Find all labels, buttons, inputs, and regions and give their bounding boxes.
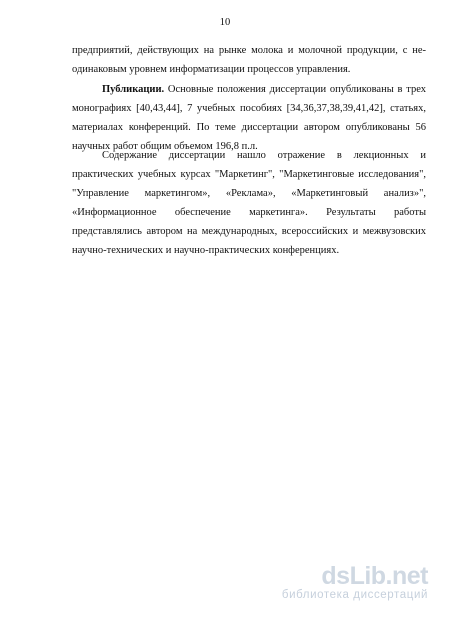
paragraph-dissertation-content bbox=[72, 146, 426, 260]
dslib-watermark bbox=[282, 563, 428, 602]
paragraph-industry-enterprises bbox=[72, 41, 426, 79]
paragraph-line: одинаковым уровнем информатизации процессов управления. bbox=[72, 64, 351, 75]
paragraph-line: «Информационное обеспечение маркетинга». Результаты работы bbox=[72, 207, 426, 218]
publications-heading: Публикации. bbox=[102, 84, 165, 95]
paragraph-line: научно-технических и научно-практических конференциях. bbox=[72, 245, 340, 256]
paragraph-publications bbox=[72, 80, 426, 156]
paragraph-line: научных работ общим объемом 196,8 п.л. bbox=[72, 141, 258, 152]
page-number: 10 bbox=[219, 17, 231, 28]
paragraph-line: практических учебных курсах "Маркетинг", "Маркетинговые исследования", bbox=[72, 169, 426, 180]
paragraph-line: материалах конференций. По теме диссертации автором опубликованы 56 bbox=[72, 122, 426, 133]
paragraph-line bbox=[72, 80, 426, 99]
paragraph-line: "Управление маркетингом», «Реклама», «Маркетинговый анализ»", bbox=[72, 188, 426, 199]
publications-first-line-text: Основные положения диссертации опубликованы в трех bbox=[164, 84, 426, 95]
paragraph-line: представлялись автором на международных, всероссийских и межвузовских bbox=[72, 226, 426, 237]
watermark-tagline: библиотека диссертаций bbox=[281, 589, 428, 601]
paragraph-line: Содержание диссертации нашло отражение в лекционных и bbox=[102, 150, 426, 161]
paragraph-line: предприятий, действующих на рынке молока и молочной продукции, с не- bbox=[72, 45, 426, 56]
watermark-logo: dsLib.net bbox=[321, 562, 428, 590]
paragraph-line: монографиях [40,43,44], 7 учебных пособиях [34,36,37,38,39,41,42], статьях, bbox=[72, 103, 426, 114]
